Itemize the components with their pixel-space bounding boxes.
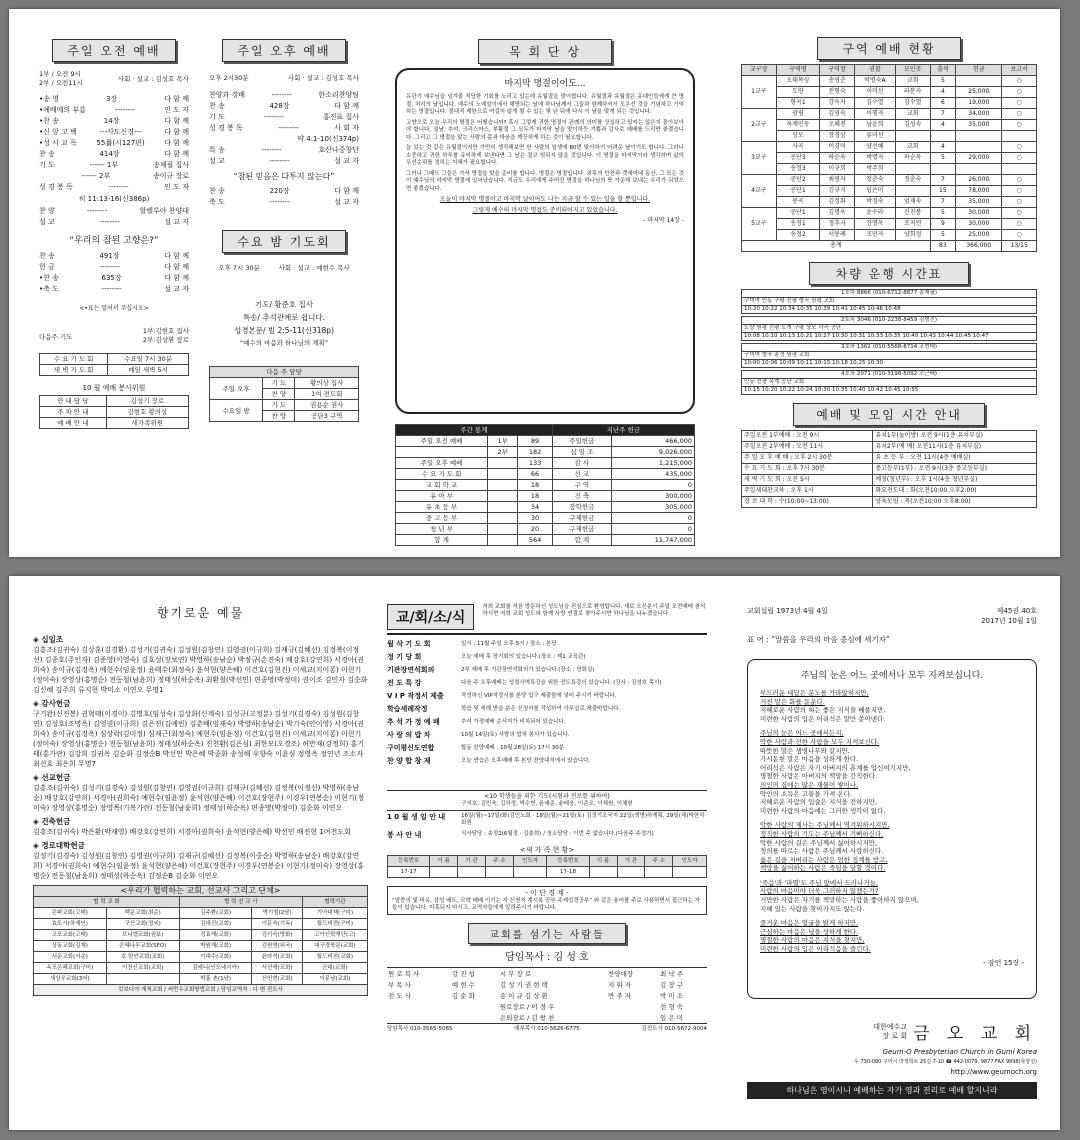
- vehicle-times: 10:15 10:20 10:22 10:24 10:30 10:35 10:40 10:42 10:45 10:55: [742, 386, 1036, 394]
- scripture-line: 부드러운 대답은 분노를 가라앉히지만,: [760, 689, 869, 697]
- staff-title: 교회를 섬기는 사람들: [468, 923, 625, 944]
- order-row: 찬 송 220장 다 함 께: [209, 187, 359, 195]
- vehicle-route: 3호차 1362 (010-5568-8714 조현태) 구미역 형곡 송정 원평 교회 10:00 10:06 10:09 10:11 10:15 10:18 10:25 10:30: [741, 343, 1037, 368]
- news-item: 학습세례작정 학습 및 세례 받을 분은 신청서를 작성하여 사무실로 제출바랍니다.: [387, 705, 621, 713]
- order-row: 찬 송 414장 다 함 께: [39, 150, 189, 158]
- denomination: 대한예수교 장 로 회: [873, 1022, 908, 1040]
- pastor-paragraph: 고향으로 오늘 우리의 명절은 어떻습니까? 혹시 그렇게 귀한 명절이 관례의 의미를 상실하고 있지는 않은지 돌아보아야 합니다. 설날, 추석, 크리스마스, 부활절 그 모두가 마지막 날을 맞이하듯 기쁨과 감사로 예배를 드리면 좋겠습니다. 그리고 그 명절을 맞는 사람의 몸과 마음을 깨끗하게 하는 것이 필요합니다.: [406, 119, 684, 141]
- donor-section: ◈ 선교헌금 김흥조(김귀숙) 김성기(김경숙) 김성원(김창연) 김영권(이규희) 김재규(김혜선) 김정복(이정선) 박영하(송남순) 배강호(강연희) 서경아(권희숙) 예현수(임윤정) 윤석현(양은혜) 이건호(장현주) 이경우(연봉순) 이현기(정미숙) 장영상(홍명순) 장영목(기복가란) 전동철(남윤희) 정태성(하순옥) 편종명(박정미) 김순화 이연오: [33, 773, 365, 812]
- news-item: 사 랑 의 밥 차 10월 14일(토) 사랑의 밥차 봉사가 있습니다.: [387, 731, 570, 739]
- news-item: 찬 양 합 창 제 오늘 연습은 오후예배 후 본당 찬양대석에서 있습니다.: [387, 757, 591, 765]
- scripture-line: 악한 사람의 제사는 주님께서 역겨워하시지만,: [760, 821, 890, 830]
- senior-pastor: 담임목사 : 김 성 호: [505, 952, 589, 963]
- heresy-warning-box: - 이 단 경 계 - “말씀의 빛 비유, 삼성 배도, 모략 배배 이기는 자 신천지 계시록 공부 주제성경공부” 와 같은 용어를 주로 사용하면서 접근하는 자들이 있습니다. 미혹되지 마시고, 교역자들에게 알려주시기 바랍니다.: [387, 886, 707, 915]
- pastor-paragraph: 그렇게 예수의 마지막 명절도 준비되어지고 있었습니다.: [472, 206, 618, 214]
- cooperation-table: <우리가 협력하는 교회, 선교사 그리고 단체> 협 력 교 회 협 력 선 교 사 협력기관 은파교회(고태) 백운교회(최순) 김주환(교회) 박기철(2남) 기아대책(구미) 효도사(하재인) 구산교회(정씨) 김대진(교회) 이문숙(기독) 월드비전(구미) 고포교회(고태) 브니엘교회(권보) 정효재(교회) 김이숙(명화) 고아신학재단(고) 상동교회(김재) 은혜나무교회(SFO) 박원재(교회) 김원영(외국) 대구경북문(교회) 서운교회(서운) 호 한인교회(교회) 이대수(교회) 윤라석(교회) 월드비전(교회) 옥포은혜교회(구미) 이천신교회(교회) 김예니(인도네시아) 서선애(교회) 군대(교회) 새상우교회(3어) 박홍 촌(1남) 신인현(교회) 이문남(교회) 킷보디아 개척교회 / 써먼우교회방법교회 / 담임교역자 : 다 변 전도사: [33, 885, 368, 996]
- pastor-title: 목 회 단 상: [478, 39, 612, 64]
- donor-section: ◈ 감사헌금 구기완(신진봉) 권혁태(이경이) 김명호(임성숙) 김상화(신계숙) 김성규(고정분) 김성기(김경숙) 김성원(김창연) 김성호(조명옥) 김영권(이규희) 김은진(김예빈) 김춘배(엄재숙) 박영하(송남순) 박기숙(안이영) 서경아(권희숙) 송이규(김경옥) 심상락(김미정) 심재근(최정숙) 예현수(임윤정) 이건호(김현진) 이세교(지이롱) 이현기(정미숙) 장영상(홍명순) 전동철(남윤희) 정태성(하순옥) 진천환(김은심) 최한모(오경조) 허만재(강정희) 홍기태(홍가란) 김강희 김귀옥 김순화 김정순B 박선민 박은혜 박종화 송성해 우향숙 이윤심 정영옥 정연년 조소자 최선호 최은희 무명7: [33, 699, 365, 768]
- news-column: [387, 576, 707, 1130]
- scripture-line: 지혜로운 사람의 혀는 좋은 지식을 베풀지만,: [760, 706, 886, 715]
- afternoon-preacher: 사회 · 설교 : 김성호 목사: [287, 74, 359, 82]
- scripture-line: 즐거운 마음은 얼굴을 밝게 하지만,: [760, 919, 859, 928]
- scripture-line: 정직한 사람의 기도는 주님께서 기뻐하신다.: [760, 829, 884, 838]
- service-time-1: 1부 / 오전 9시: [39, 70, 81, 78]
- order-row: 찬 양 -------- 할렐루야 찬양대: [39, 207, 189, 215]
- wednesday-prayer: 기도/ 황준호 집사: [254, 300, 313, 309]
- new-member-table: 등록번호 이 름 기 관 주 소 인도자 등록번호 이 름 기 관 주 소 인도자 17-17 17-18: [387, 855, 707, 878]
- donor-section: ◈ 건축헌금 김흥조(김귀숙) 박은환(박재영) 배강호(강연희) 서경아(권희숙) 윤석현(양은혜) 박선민 배진현 1여전도회: [33, 817, 351, 836]
- church-address: 우 730-080 구미시 박정희로 25길 7-10 ☎ 442-0079, 9877 FAX 9898(목양실): [854, 1059, 1037, 1065]
- exam-prayer-box: <10 학생들을 위한 기도(시험과 진로를 위하여) 구지호, 김민욱, 김하정, 박수빈, 윤예준, 윤태웅, 이준오, 이채원, 이채헌: [387, 790, 707, 811]
- vehicle-stops: 구미역 형곡 송정 원평 교회: [744, 352, 810, 358]
- order-row: •예배에의 부름 -------- 인 도 자: [39, 106, 189, 114]
- order-row: 축 도 -------- 설 교 자: [209, 198, 359, 206]
- phone-senior: 담임목사 010-3565-5085: [387, 1026, 453, 1032]
- order-row: •축 도 -------- 설 교 자: [39, 285, 189, 293]
- scripture-line: 어리석은 사람은 자기 아버지의 훈계를 업신여기지만,: [760, 763, 911, 772]
- weekly-meetings-table: 수 요 기 도 회 수요일 7시 30분 새 벽 기 도 회 매일 새벽 5시: [39, 353, 189, 376]
- cover-footer: 하나님은 영이시니 예배하는 자가 영과 진리로 예배 할지니라: [747, 1082, 1037, 1099]
- order-row: 찬 송 491장 다 함 께: [39, 252, 189, 260]
- district-title: 구역 예배 현황: [817, 37, 960, 60]
- scripture-line: 명철한 사람의 마음은 지식을 찾지만,: [760, 936, 865, 945]
- news-item: 구미평신도연합 합동 찬양예배 : 10월 28일(토) 17시 30분: [387, 744, 565, 752]
- order-row: 찬양과 경배 -------- 한소리찬양팀: [209, 91, 359, 99]
- scripture-line: 악한 사람의 길은 주님께서 싫어하시지만,: [760, 838, 878, 847]
- scripture-line: 근심하는 마음은 넋을 상하게 한다.: [760, 927, 859, 936]
- scripture-line: 미련한 사람의 마음에는 그러한 생각이 없다.: [760, 806, 886, 815]
- news-item: 추 석 가 정 예 배 추석 가정예배 순서지가 비치되어 있습니다.: [387, 718, 566, 726]
- morning-worship-column: [39, 9, 189, 557]
- order-row: 성 경 봉 독 -------- 인 도 자: [39, 183, 189, 191]
- scripture-line: 거만한 사람은 자기를 책망하는 사람을 좋아하지 않으며,: [760, 896, 919, 905]
- district-column: [741, 9, 1037, 557]
- scripture-line: 악한 사람과 선한 사람을 모두 지켜보신다.: [760, 737, 880, 746]
- vehicle-route: 1호차 8866 (010-6712-8877 송재필) 구미역 인동 구평 신평 형곡 원평 교회 10:20 10:22 10:34 10:35 10:39 10:41 10:45 10:46 10:48: [741, 289, 1037, 314]
- pastor-source: - 마지막 14장 -: [643, 217, 684, 224]
- scripture-line: 옳은 길을 저버리는 사람은 엄한 징계를 받고,: [760, 855, 888, 864]
- order-row: 설 교 -------- 설 교 자: [39, 218, 189, 226]
- order-row: ------ 2부 송이규 장로: [81, 172, 189, 180]
- pastor-paragraph: 유단기 예수님을 넘겨줄 적당한 기회를 노리고 있는데 유월절을 맞이합니다. 유월절과 유월절은 유대인들에게 큰 명절, 처리의 날입니다. 예수의 노예살이에서 해방되는 날에 하나님께서 그들과 함께하셔서 도우신 것을 기념하고 기억하는 명절입니다. 절대적 제한으로 여길지 않게 될 수 있는 몇 년 뒤에 다시 이 날을 맞게 되는 것입니다.: [406, 94, 684, 115]
- next-week-table: 다음 주 담당 주일 오후 기 도 황의상 집사 찬 양 1여 전도회 수요일 밤 기 도 권용순 권사 찬 양 공단3 구역: [209, 366, 359, 422]
- next-prayer-label: 다음주 기도: [39, 332, 73, 341]
- district-table: 교구장 구역명 구역장 권찰 모인곳 출석 헌금 보고서 1교구 오태복상 송영춘 박명숙A 교회 5 ○ 도량 전형숙 이미선 라분자 4 25,000 ○ 형곡1 강옥자 김수열 김수열 6 19,000 ○ 2교구 광평 김영숙 이행자 교회 7 34,000 ○ 옥계인동 오혜진 남윤희 김성숙 4 35,000 ○ 상모 장경상 류미선 3교구 사곡 이경미 양선혜 교회 4 ○ 공단3 하순옥 박명자 하순옥 5 29,000 ○ 송정3 이규희 박주희 4교구 공단2 최영자 정춘숙 정춘숙 7 26,000 ○ 공단1 김규식 임은미 15 78,000 ○ 봉곡 김정화 박정숙 엄재숙 7 35,000 ○ 5교구 공단1 김명옥 윤수라 신진봉 5 30,000 ○ 송정1 정추자 장명옥 조지연 9 30,000 ○ 송정2 서봉례 조민자 양희정 5 25,000 ○ 총계 83 366,000 13/15: [741, 64, 1037, 252]
- wednesday-leader: 사회 · 설교 : 예현수 목사: [278, 264, 350, 272]
- news-item: 월 삭 기 도 회 일시 : 11월 주일 오후 5시 / 장소 : 본당: [387, 640, 557, 648]
- vehicle-schedule: [741, 289, 1037, 395]
- order-row: 기 도 -------- 홍진표 집사: [209, 113, 359, 121]
- scripture-line: 지혜 있는 사람을 찾아가지도 않는다.: [760, 904, 865, 913]
- donors-column: [33, 576, 368, 1130]
- donor-section: ◈ 경로대학헌금 김성기(김경숙) 김성원(김창연) 김영권(이규희) 김재규(김혜선) 김정복(이중순) 박영하(송남순) 배강호(강연희) 서경아(권희숙) 예현수(임윤정) 윤석현(양은혜) 이건호(장현주) 이경우(연봉순) 이현기(정미숙) 장영상(홍명순) 전동철(남윤희) 정태성(하순옥) 김정순B 김순화 이연오: [33, 841, 365, 880]
- vehicle-title: 차량 운행 시간표: [809, 262, 970, 285]
- scripture-line: 사람의 마음이야 더욱 그러하지 않겠는가?: [760, 887, 879, 896]
- staff-table: 원 로 목 사 강 진 섭 시 무 장 로 찬양대장 최 낙 주 부 목 사 예 현 수 김 성 기 권 현 택 지 휘 자 김 장 구 전 도 사 김 순 화 송 이 규 김 상 환 반 주 자 박 미 소 원로장로 / 이 경 우 전 형 숙 은퇴장로 / 김 쌍 천 임 은 미: [387, 967, 707, 1024]
- scripture-line: 의인의 집에는 많은 재물이 쌓이나,: [760, 780, 859, 789]
- news-item: 정 기 당 회 오늘 예배 후 장기회의 있습니다.(장소 : 제1 교육관): [387, 653, 586, 661]
- vehicle-route: 2호차 3046 (010-2238-8459 김형진) 도량 원평 신평 도개 구평 상모 사곡 공단 10:08 10:10 10:13 10:21 10:27 10:30 10:31 10:33 10:35 10:40 10:43 10:44 10:45 10:47: [741, 316, 1037, 341]
- standing-note: <•표는 일어서 주십시오>: [79, 305, 149, 312]
- pastor-message-box: [395, 68, 695, 414]
- pastor-subtitle: 마지막 명절이어도...: [504, 79, 586, 89]
- news-intro: 저희 교회를 처음 방문하신 성도님을 진심으로 환영합니다. 새로 오신분이 주일 오전예배 참석하시면 저희 교회 성도와 함께 사랑 연결로 찾아주시면 하나님을 나누겠습니다.: [482, 604, 706, 617]
- founded-date: 교회설립 1973년 4월 4일: [747, 607, 828, 615]
- morning-worship-title: 주일 오전 예배: [52, 39, 175, 62]
- phone-evangelist: 김전도사 010-5672-9004: [641, 1026, 707, 1032]
- phone-assoc: 예부목사 010-5626-6775: [514, 1026, 580, 1032]
- scripture-line: '죽음'과 '파멸'도 주님 앞에서 드러나거늘,: [760, 878, 878, 887]
- order-row: 성 경 봉 독 -------- 사 회 자: [209, 124, 359, 132]
- vehicle-times: 10:20 10:22 10:34 10:35 10:39 10:41 10:45 10:46 10:48: [742, 305, 1036, 313]
- new-member-title: <새 가 족 현 황>: [519, 846, 575, 854]
- worship-time-table: 주일오전 1부예배 : 오전 9시 유치1부(놀이방) 오전 9시(1층 유치부실) 주일오전 2부예배 : 오전 11시 유치2부(예 배) 오전11시(1층 유치부실) 주 일 오 후 예 배 : 오후 2시 30분 유 초 등 부 : 오전 11시(4층 예배실) 수 요 기 도 회 : 오후 7시 30분 중고등부(1부) : 오전 9시(3층 중고등부실) 새 벽 기 도 회 : 오전 5시 예청(청년부) : 오후 1시(4층 청년부실) 주일세대찬교육 : 오후 1시 화요전도대 : 화(오전10:00 오후2:00) 경 로 대 학 : 수(10:00~13:00) 양육모임 : 목(오전10:00 오후8:00): [741, 430, 1037, 508]
- vehicle-stops: 구미역 인동 구평 신평 형곡 원평 교회: [744, 298, 835, 304]
- vehicle-route: 4호차 2071 (010-3198-5092 조근배) 인동 진평 옥계 공단 교회 10:15 10:20 10:22 10:24 10:30 10:35 10:40 10:42 10:45 10:55: [741, 370, 1037, 395]
- committee-title: 10 월 예배 봉사위원: [82, 384, 146, 392]
- next-prayer-2: 2부:김상환 장로: [142, 336, 189, 344]
- news-item: 전 도 특 강 다음 주 오후예배는 성령사역특강을 위한 전도특강이 있습니다. (강사 : 김성호 목사): [387, 679, 662, 687]
- donors-title: 향기로운 예물: [156, 606, 245, 620]
- next-prayer-1: 1부:김현호 집사: [142, 327, 189, 335]
- bulletin-outer-sheet: [9, 576, 1060, 1130]
- bulletin-inner-sheet: [9, 9, 1060, 557]
- order-row: •찬 송 635장 다 함 께: [39, 274, 189, 282]
- scripture-line: 지혜로운 사람의 입술은 지식을 전하지만,: [760, 798, 878, 807]
- order-row: 기 도 ------ 1부 송재필 집사: [39, 161, 189, 169]
- scripture-line: 따뜻한 말은 생명나무와 같지만,: [760, 746, 850, 755]
- order-row: 설 교 -------- 설 교 자: [209, 157, 359, 165]
- church-url[interactable]: http://www.geumoch.org: [950, 1068, 1037, 1076]
- scripture-line: 명철한 사람은 아버지의 책망을 간직한다.: [760, 772, 878, 781]
- issue-number: 제45권 40호: [996, 607, 1037, 615]
- church-name: 금 오 교 회: [913, 1024, 1037, 1044]
- afternoon-worship-column: [209, 9, 359, 557]
- wednesday-special: 특송/ 추석관계로 쉽니다.: [242, 313, 326, 322]
- news-item: V I P 작정서 제출 작성하신 VIP작정서를 본당 입구 제출함에 넣어 주시기 바랍니다.: [387, 692, 617, 700]
- afternoon-time: 오후 2시30분: [209, 74, 249, 82]
- scripture-line: 미련한 사람의 입은 어리석음을 즐긴다.: [760, 945, 871, 954]
- afternoon-worship-title: 주일 오후 예배: [222, 39, 345, 62]
- committee-table: 안 내 담 당 김성기 장로 주 차 안 내 김현호 황의상 예 배 안 내 새가족위원: [39, 395, 189, 429]
- order-row: •신 앙 고 백 ---사도신경--- 다 함 께: [39, 128, 189, 136]
- order-row: •찬 송 14장 다 함 께: [39, 117, 189, 125]
- order-row: 헌 금 -------- 다 함 께: [39, 263, 189, 271]
- wednesday-time: 오후 7시 30분: [218, 264, 260, 272]
- pastor-column: [395, 9, 695, 557]
- vehicle-times: 10:08 10:10 10:13 10:21 10:27 10:30 10:31 10:33 10:35 10:40 10:43 10:44 10:45 10:47: [742, 332, 1036, 340]
- scripture-line: 거친 말은 화를 돋운다.: [760, 697, 825, 706]
- church-motto: 표 어 : “말씀을 우리의 마음 중심에 세기자”: [747, 635, 890, 644]
- scripture-box-title: 주님의 눈은 어느 곳에서나 모두 지켜보십니다.: [800, 671, 984, 681]
- scripture-line: 주님의 눈은 어느 곳에서든지,: [760, 729, 844, 738]
- cover-column: [747, 576, 1037, 1130]
- order-row: •송 영 3장 다 함 께: [39, 95, 189, 103]
- service-time-2: 2부 / 오전11시: [39, 79, 83, 87]
- scripture-line: 미련한 사람의 입은 어리석은 말만 쏟아낸다.: [760, 714, 886, 723]
- scripture-ref: - 잠언 15장 -: [983, 958, 1024, 967]
- wednesday-prayer-title: 수요 밤 기도회: [222, 230, 345, 253]
- scripture-line: 정의를 따르는 사람은 주님께서 사랑하신다.: [760, 847, 884, 856]
- scripture-line: 가시돋힌 말은 마음을 상하게 한다.: [760, 755, 859, 764]
- pastor-paragraph: 오늘이 마지막 명절이고 마지막 날이어도 나는 지금 할 수 있는 일을 할 뿐입니다.: [439, 196, 651, 203]
- issue-date: 2017년 10월 1일: [981, 617, 1037, 625]
- birthday-notice: 1 0 월 생 일 안 내 16일(월)~17일(화)김인노회 · 18일(월)~21일(토) 김정기조국지 22일(생명)하계획, 29일(채)박헌석회원: [387, 813, 705, 826]
- scripture-line: 악인의 소득은 고통을 가져 온다.: [760, 789, 852, 798]
- donor-section: ◈ 십일조 김흥조(김귀숙) 김상훈(김경환) 김성기(김귀숙) 김성원(김창연) 김영권(이규희) 김재규(김혜선) 김정복(이정선) 김종호(주인자) 김준영(이영숙) 김호성(장보연) 박영하(송남순) 박정규(손진숙) 배강호(강연희) 서경아(권희숙) 송이규(김경옥) 예현수(임윤정) 윤태수(최정숙) 윤석현(양은혜) 이건호(김현진) 이세교(지이롱) 이현기(정미숙) 장영상(홍명순) 전동철(남윤희) 정태성(하순옥) 최환철(박선민) 편종명(박정미) 권이조 김민자 김순화 김신혜 김주희 류지현 박미소 이연오 무명1: [33, 635, 368, 694]
- order-row: 약 4:1-10(신374p): [297, 135, 359, 143]
- vehicle-stops: 도량 원평 신평 도개 구평 상모 사곡 공단: [744, 325, 842, 331]
- scripture-box: [747, 659, 1037, 999]
- news-title: 교/회/소/식: [387, 604, 474, 630]
- order-row: 특 송 -------- 호산나중창단: [209, 146, 359, 154]
- volunteer-notice: 봉 사 안 내 식사담당 : 송정2(6월정 · 김춘희) / 청소담당 : 이번 주 없습니다.(다음주 주정기): [387, 831, 654, 839]
- vehicle-stops: 인동 진평 옥계 공단 교회: [744, 379, 805, 385]
- afternoon-sermon-title: “참된 믿음은 다투지 않는다”: [233, 172, 335, 181]
- order-row: •성 시 교 독 55番(시127편) 다 함 께: [39, 139, 189, 147]
- scripture-line: 책망을 싫어하는 사람은 죽임을 당할 것이다.: [760, 864, 886, 873]
- wednesday-sermon: “예수의 마음과 하나님의 계획”: [239, 339, 329, 347]
- news-item: 기관장연석회의 2부 예배 후 기관장연석회의가 있습니다.(장소 : 당회실): [387, 666, 595, 674]
- order-row: 찬 송 428장 다 함 께: [209, 102, 359, 110]
- pastor-paragraph: 그러나 그때도 그들은 가서 명절을 맞을 준비를 합니다. 명절은 명절입니다. 최후의 만찬과 겟세마네 동산, 그 모든 것이 예수님의 마지막 명절에 일어났습니다. 지금도 우리에게 주어진 명절을 하나님의 뜻 가운데 보내는 우리가 되었으면 좋겠습니다.: [406, 170, 684, 192]
- worship-time-title: 예배 및 모임 시간 안내: [793, 403, 985, 426]
- church-english-name: Geum-O Presbyterian Church in Gumi Korea: [882, 1048, 1037, 1056]
- pastor-paragraph: 늘 있는 것 같은 유월절이지만 가만히 생각해보면 한 사람의 일생에 80번 맞이하기 어려운 날이기도 합니다. 그러나 소중하고 귀한 하루를 유익하게 보낸다면 그 날은 결코 헛되지 않을 것입니다. 이 명절을 마지막이라 생각하며 삶의 우선순위를 정하는 지혜가 필요합니다.: [406, 145, 684, 166]
- morning-sermon-title: “우리의 참된 고향은?”: [69, 236, 159, 246]
- scripture-lines: [760, 689, 1024, 954]
- weekly-stats-table: 주간 통계 지난주 헌금 주일 오전 예배 1부 89 주일헌금 466,000 2부 182 십 일 조 9,026,000 주일 오후 예배 133 감 사 1,215,000 수 요 기 도 회 66 선 교 435,000 교 회 학 교 18 구 역 0 유 아 부 18 건 축 300,000 유 초 등 부 34 장학헌금 305,000 중 고 등 부 30 구제헌금 0 청 년 부 20 구제헌금 0 합 계 564 합 계 11,747,000: [395, 424, 695, 546]
- wednesday-scripture: 성경본문/ 빌 2:5-11(신318p): [233, 326, 334, 335]
- vehicle-times: 10:00 10:06 10:09 10:11 10:15 10:18 10:25 10:30: [742, 359, 1036, 367]
- morning-preacher: 사회 · 설교 : 김성호 목사: [117, 74, 189, 83]
- scripture-reference: 히 11:13-16(신386p): [78, 195, 150, 203]
